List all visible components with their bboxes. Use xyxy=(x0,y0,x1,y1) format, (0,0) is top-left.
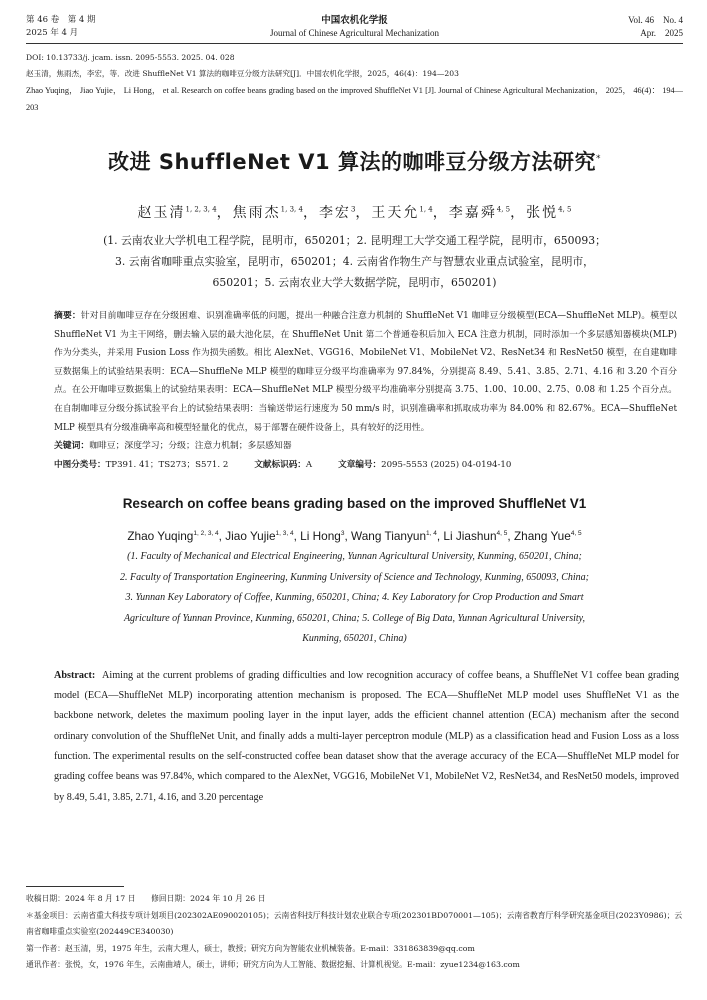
author-separator: ， xyxy=(302,205,319,221)
author-name: 李嘉舜 xyxy=(448,205,497,221)
keywords-cn xyxy=(26,437,683,456)
citation-en: Zhao Yuqing， Jiao Yujie， Li Hong， et al. Research on coffee beans grading based on the improved ShuffleNet V1 [J]. Journal of Chinese Agricultural Mechanization， 2025， 46(4)： 194—203 xyxy=(26,86,683,112)
author-cn xyxy=(371,205,448,221)
affiliation-line-cn: 3. 云南省咖啡重点实验室，昆明市，650201；4. 云南省作物生产与智慧农业重点试验室，昆明市， xyxy=(115,255,594,268)
author-separator: ， xyxy=(432,205,449,221)
volume-issue-cn: 第 46 卷 第 4 期 xyxy=(26,15,96,25)
author-cn xyxy=(319,205,371,221)
author-en xyxy=(300,529,351,543)
clc-value: TP391. 41；TS273；S571. 2 xyxy=(105,459,229,470)
affiliations-cn xyxy=(26,230,683,293)
date-cn: 2025 年 4 月 xyxy=(26,28,79,38)
author-en xyxy=(443,529,514,543)
doi[interactable]: DOI: 10.13733/j. jcam. issn. 2095-5553. 2025. 04. 028 xyxy=(26,53,235,62)
author-separator: , xyxy=(344,529,352,544)
author-name: Wang Tianyun xyxy=(351,529,427,544)
corresponding-author-note: 通讯作者：张悦，女，1976 年生，云南曲靖人，硕士，讲师；研究方向为人工智能、数据挖掘、计算机视觉。E-mail：zyue1234@163.com xyxy=(26,960,520,969)
affiliation-line-cn: (1. 云南农业大学机电工程学院，昆明市，650201；2. 昆明理工大学交通工程学院，昆明市，650093； xyxy=(103,234,606,247)
abstract-cn xyxy=(26,307,683,437)
author-affiliation-sup: 4, 5 xyxy=(570,530,582,538)
affiliation-line-en: 3. Yunnan Key Laboratory of Coffee, Kunming, 650201, China; 4. Key Laboratory for Crop Production and Smart xyxy=(125,592,584,604)
author-name: 李宏 xyxy=(318,205,351,221)
author-affiliation-sup: 1, 3, 4 xyxy=(275,530,294,538)
running-header xyxy=(26,0,683,44)
abstract-en xyxy=(26,666,683,808)
volume-issue-en: Vol. 46 No. 4 xyxy=(628,15,683,25)
affiliation-line-en: (1. Faculty of Mechanical and Electrical Engineering, Yunnan Agricultural University, Kunming, 650201, China; xyxy=(127,551,582,563)
author-affiliation-sup: 1, 4 xyxy=(426,530,437,538)
author-affiliation-sup: 1, 2, 3, 4 xyxy=(185,205,217,214)
author-affiliation-sup: 1, 2, 3, 4 xyxy=(193,530,219,538)
header-center xyxy=(26,14,683,40)
author-separator: , xyxy=(293,529,301,544)
author-name: 焦雨杰 xyxy=(232,205,281,221)
keywords-cn-text: 咖啡豆；深度学习；分级；注意力机制；多层感知器 xyxy=(89,441,292,452)
author-name: Li Jiashun xyxy=(443,529,497,544)
clc-number xyxy=(54,456,228,475)
footnotes xyxy=(26,891,685,974)
author-list-en xyxy=(26,529,683,543)
author-list-cn xyxy=(26,202,683,222)
author-affiliation-sup: 3 xyxy=(350,205,356,214)
author-separator: ， xyxy=(216,205,233,221)
affiliation-line-cn: 650201；5. 云南农业大学大数据学院，昆明市，650201) xyxy=(212,276,497,289)
author-separator: , xyxy=(436,529,444,544)
author-name: Jiao Yujie xyxy=(225,529,276,544)
first-author-note: 第一作者：赵玉清，男，1975 年生，云南大理人，硕士，教授；研究方向为智能农业机械装备。E-mail：331863839@qq.com xyxy=(26,943,475,953)
fund-note: ＊基金项目：云南省重大科技专项计划项目(202302AE090020105)；云南省科技厅科技计划农业联合专项(202301BD070001—105)；云南省教育厅科学研究基金项目(2023Y0986)；云南省咖啡重点实验室(202449CE340030) xyxy=(26,910,683,936)
affiliation-line-en: Agriculture of Yunnan Province, Kunming, 650201, China; 5. College of Big Data, Yunnan Agricultural University, xyxy=(123,612,586,624)
footnote-rule xyxy=(26,886,124,887)
author-name: 王天允 xyxy=(371,205,420,221)
abstract-cn-label: 摘要： xyxy=(54,311,81,321)
article-number xyxy=(338,456,511,475)
affiliations-en xyxy=(26,547,683,650)
art-value: 2095-5553 (2025) 04-0194-10 xyxy=(381,459,512,470)
author-en xyxy=(225,529,300,543)
clc-label: 中图分类号： xyxy=(54,459,106,470)
author-separator: , xyxy=(507,529,514,544)
author-affiliation-sup: 3 xyxy=(340,530,345,538)
author-cn xyxy=(526,205,571,221)
classification-line xyxy=(26,456,683,475)
received-revised-dates: 收稿日期：2024 年 8 月 17 日 修回日期：2024 年 10 月 26 日 xyxy=(26,894,266,903)
author-separator: , xyxy=(218,529,226,544)
author-affiliation-sup: 4, 5 xyxy=(496,205,511,214)
author-en xyxy=(514,529,582,543)
journal-name-cn: 中国农机化学报 xyxy=(321,15,388,26)
citation-cn: 赵玉清，焦雨杰，李宏，等．改进 ShuffleNet V1 算法的咖啡豆分级方法研究[J]．中国农机化学报，2025，46(4)：194—203 xyxy=(26,69,459,78)
doc-value: A xyxy=(305,459,313,470)
fund-mark: * xyxy=(595,154,601,164)
journal-name-en: Journal of Chinese Agricultural Mechanization xyxy=(270,28,439,38)
author-separator: ， xyxy=(355,205,372,221)
author-affiliation-sup: 1, 4 xyxy=(419,205,433,214)
paper-title-cn xyxy=(26,146,683,176)
doc-label: 文献标识码： xyxy=(254,459,306,470)
author-name: Zhao Yuqing xyxy=(127,529,194,544)
abstract-cn-text: 针对目前咖啡豆存在分级困难、识别准确率低的问题，提出一种融合注意力机制的 ShuffleNet V1 咖啡豆分级模型(ECA—ShuffleNet MLP)。模型以 ShuffleNet V1 为主干网络，删去输入层的最大池化层，在 ShuffleNet Unit 第二个普通卷积后加入 ECA 注意力机制，同时添加一个多层感知器模块(MLP)作为分类头，并采用 Fusion Loss 作为损失函数。相比 AlexNet、VGG16、MobileNet V1、MobileNet V2、ResNet34 和 ResNet50 模型，在自建咖啡豆数据集上的试验结果表明：ECA—ShuffleNe MLP 模型的咖啡豆分级平均准确率为 97.84%，分别提高 8.49、5.41、3.85、2.71、4.16 和 3.20 个百分点。在公开咖啡豆数据集上的试验结果表明：ECA—ShuffleNet MLP 模型分级平均准确率分别提高 3.75、1.00、10.00、2.75、0.08 和 1.25 个百分点。在自制咖啡豆分级分拣试验平台上的试验结果表明：当输送带运行速度为 50 mm/s 时，识别准确率和抓取成功率为 84.00% 和 82.67%。ECA—ShuffleNet MLP 模型具有分级准确率高和模型轻量化的优点，易于部署在硬件设备上，具有较好的泛用性。 xyxy=(54,311,677,433)
author-en xyxy=(351,529,443,543)
affiliation-line-en: Kunming, 650201, China) xyxy=(302,633,407,645)
author-name: 张悦 xyxy=(526,205,559,221)
document-code xyxy=(254,456,312,475)
author-affiliation-sup: 1, 3, 4 xyxy=(280,205,303,214)
art-label: 文章编号： xyxy=(338,459,382,470)
author-affiliation-sup: 4, 5 xyxy=(496,530,508,538)
author-name: Zhang Yue xyxy=(513,529,571,544)
title-text: 改进 ShuffleNet V1 算法的咖啡豆分级方法研究 xyxy=(108,150,596,174)
author-separator: ， xyxy=(510,205,527,221)
author-affiliation-sup: 4, 5 xyxy=(558,205,572,214)
header-right xyxy=(628,14,683,40)
abstract-en-text: Aiming at the current problems of grading difficulties and low recognition accuracy of coffee beans, a ShuffleNet V1 coffee bean grading model (ECA—ShuffleNet MLP) incorporating attention mechanism is proposed. The ECA—ShuffleNet MLP model uses ShuffleNet V1 as the backbone network, deletes the maximum pooling layer in the input layer, adds the efficient channel attention (ECA) mechanism after the second ordinary convolution of the ShuffleNet Unit, and finally adds a multi-layer perceptron module (MLP) as a classification head and Fusion Loss as a loss function. The experimental results on the self-constructed coffee bean dataset show that the average accuracy of the ECA—ShuffleNet MLP model for grading coffee beans was 97.84%, which compared to the AlexNet, VGG16, MobileNet V1, MobileNet V2, ResNet34, and ResNet50 models, improved by 8.49, 5.41, 3.85, 2.71, 4.16, and 3.20 percentage xyxy=(54,669,679,803)
author-name: 赵玉清 xyxy=(137,205,186,221)
affiliation-line-en: 2. Faculty of Transportation Engineering, Kunming University of Science and Technology, Kunming, 650093, China; xyxy=(119,571,590,583)
abstract-en-label: Abstract: xyxy=(54,669,96,681)
citation-block xyxy=(26,50,683,116)
author-en xyxy=(127,529,225,543)
date-en: Apr. 2025 xyxy=(640,28,683,38)
keywords-cn-label: 关键词： xyxy=(54,441,90,452)
author-cn xyxy=(138,205,233,221)
author-cn xyxy=(449,205,526,221)
author-name: Li Hong xyxy=(300,529,341,544)
paper-title-en: Research on coffee beans grading based on the improved ShuffleNet V1 xyxy=(122,496,587,512)
author-cn xyxy=(233,205,319,221)
